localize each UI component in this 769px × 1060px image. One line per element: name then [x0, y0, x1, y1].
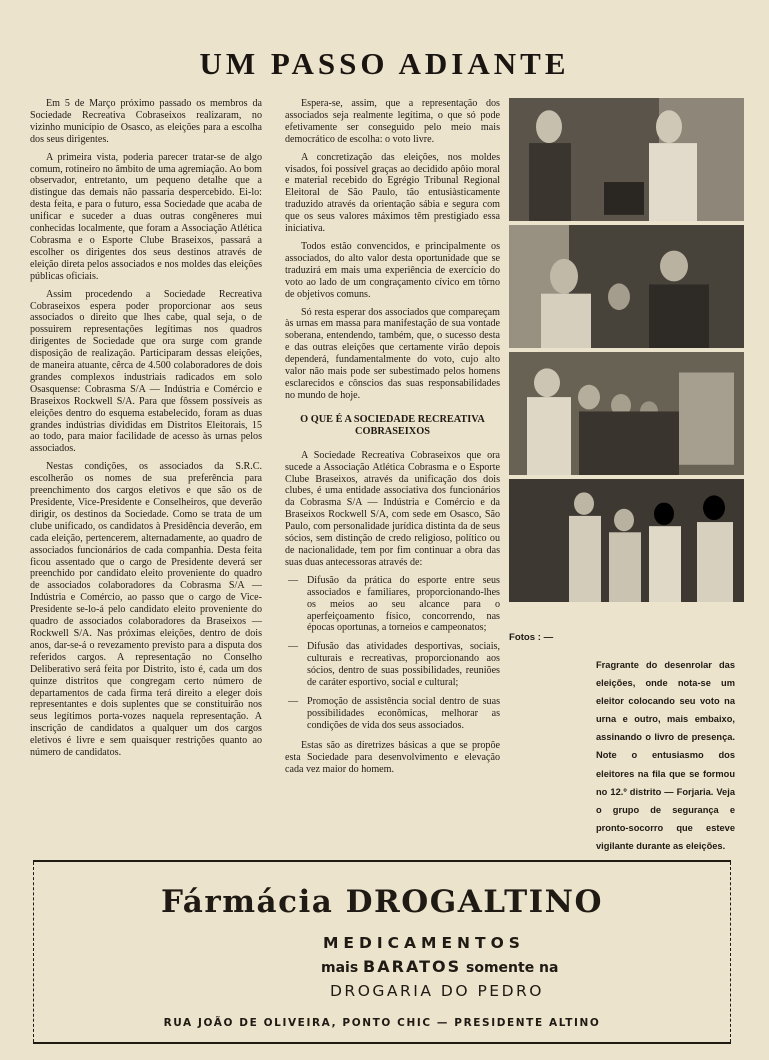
paragraph: Nestas condições, os associados da S.R.C. escolherão os nomes de sua preferência para preenchimento dos cargos eletivos e que são os de Presidente, Vice-Presidente e Conselheiros, que deverão dirigir, os destinos da Sociedade. Como se trata de um clube unificado, os candidatos à Presidência deverão, em cada eleição, pertencerem, alternadamente, ao quadro de associados funcionários de cada companhia. Desta feita ficou assentado que o cargo de Presidente deverá ser preenchido por candidato eleito proveniente do quadro de associados colaboradores da Cobrasma S/A — Indústria e Comércio, ao passo que o cargo de Vice-Presidente se-lo-á pelo candidato eleito proveniente do quadro de associados colaboradores da Braseixos — Rockwell S/A. Nas próximas eleições, dentro de dois anos, dar-se-á o revezamento previsto para a disputa dos referidos cargos. A representação no Conselho Deliberativo será feita por Distrito, isto é, cada um dos quinze distritos que congregam certo número de departamentos de cada firma terá direito a eleger dois representantes e dois suplentes que se constituirão nos seus legítimos porta-vozes naquela representação. A inscrição de candidatos a qualquer um dos cargos eletivos é livre e sem quaisquer restrições quanto ao número de candidatos. [30, 461, 262, 759]
ad-address: RUA JOÃO DE OLIVEIRA, PONTO CHIC — PRESIDENTE ALTINO [163, 1017, 601, 1029]
photo-image [509, 479, 744, 602]
article-column-2 [285, 98, 500, 781]
paragraph: Assim procedendo a Sociedade Recreativa Cobraseixos espera poder proporcionar aos seus associados o direito que lhes cabe, qual seja, o de possuirem representações legítimas nos quadros dirigentes de Sociedade que ora surge com grande disposição de realização. Participaram dessas eleições, de maneira atuante, cêrca de 4.500 colaboradores de dois grandes complexos industriais radicados em solo Osasquense: Cobrasma S/A — Indústria e Comércio e Braseixos Rockwell S/A. Para que fôssem possíveis as eleições dentro do esquema estabelecido, foram as duas grandes indústrias divididas em Distritos Eleitorais, 15 ao todo, para maior facilidade de acesso às urnas pelos associados. [30, 288, 262, 455]
photo-ballot-box [509, 98, 744, 221]
list-item: — Difusão das atividades desportivas, sociais, culturais e recreativas, proporcionando aos sócios, dentro de suas possibilidades, reuniões de caráter esportivo, social e cultural; [285, 641, 500, 689]
paragraph: A Sociedade Recreativa Cobraseixos que ora sucede a Associação Atlética Cobrasma e o Esporte Clube Braseixos, através da unificação dos dois clubes, é uma entidade associativa dos funcionários da Cobrasma S/A — Indústria e Comércio e da Braseixos Rockwell S/A, com sede em Osasco, São Paulo, com personalidade jurídica distinta da de seus sócios, sem distinção de credo religioso, político ou de nacionalidade, tem por fim continuar a obra das suas duas antecessoras através de: [285, 449, 500, 568]
pharmacy-advertisement [33, 860, 731, 1044]
photos-label: Fotos : — [509, 632, 554, 643]
ad-headline: MEDICAMENTOS [323, 934, 525, 952]
article-title: UM PASSO ADIANTE [199, 46, 570, 81]
ad-tagline [321, 957, 558, 976]
paragraph: Todos estão convencidos, e principalmente os associados, do alto valor desta oportunidade que se traduzirá em mais uma experiência de exercício do voto ao lado de um congraçamento cívico em tôrno de objetivos comuns. [285, 240, 500, 300]
section-subheading: O QUE É A SOCIEDADE RECREATIVA COBRASEIXOS [300, 413, 485, 437]
ad-store-name: DROGARIA DO PEDRO [330, 982, 544, 1000]
ad-brand-name: Fármácia DROGALTINO [160, 884, 603, 920]
photo-voters [509, 225, 744, 348]
photo-image [509, 352, 744, 475]
photo-image [509, 98, 744, 221]
list-item: — Promoção de assistência social dentro de suas possibilidades econômicas, melhorar as condições de vida dos seus associados. [285, 696, 500, 732]
list-item: — Difusão da prática do esporte entre seus associados e familiares, proporcionando-lhes os meios ao seu alcance para o aperfeiçoamento físico, concorrendo, nas épocas oportunas, a torneios e campeonatos; [285, 575, 500, 635]
photo-strip [509, 98, 744, 602]
paragraph: Estas são as diretrizes básicas a que se propõe esta Sociedade para desenvolvimento e elevação cada vez maior do homem. [285, 739, 500, 775]
paragraph: Espera-se, assim, que a representação dos associados seja realmente legítima, o que só pode efetivamente ser conseguido pelo meio mais democrático de escolha: o voto livre. [285, 98, 500, 145]
photo-security-group [509, 479, 744, 602]
ad-tagline-part: mais [321, 960, 364, 976]
paragraph: A primeira vista, poderia parecer tratar-se de algo comum, rotineiro no âmbito de uma agremiação. Ao bom observador, entretanto, um pequeno detalhe que a distingue das demais não passaria despercebido. Ei-lo: desta feita, e para o futuro, essa Sociedade que acaba de unificar e suceder a duas outras congêneres mui conhecidas localmente, que foram a Associação Atlética Cobrasma e o Esporte Clube Braseixos, passará a escolher os dirigentes dos seus destinos através de eleição direta pelos associados e nos moldes das eleições públicas oficiais. [30, 151, 262, 282]
paragraph: A concretização das eleições, nos moldes visados, foi possível graças ao decidido apôio moral e material recebido do Egrégio Tribunal Regional Eleitoral de São Paulo, tão entusiàsticamente traduzido através da orientação sábia e segura com que os seus valores máximos têm prestigiado essa iniciativa. [285, 151, 500, 235]
photo-image [509, 225, 744, 348]
ad-tagline-part: somente na [461, 960, 559, 976]
article-column-1 [30, 98, 262, 765]
paragraph: Em 5 de Março próximo passado os membros da Sociedade Recreativa Cobraseixos realizaram, no vizinho município de Osasco, as eleições para a escolha dos seus dirigentes. [30, 98, 262, 145]
paragraph: Só resta esperar dos associados que compareçam às urnas em massa para manifestação de sua vontade soberana, entendendo, também, que, o sucesso desta e das outras eleições que certamente virão depois dependerá, fundamentalmente do voto, cujo alto valor não mais pode ser subestimado pelos homens esclarecidos e cônscios das suas responsabilidades no mundo de hoje. [285, 306, 500, 401]
objectives-list [285, 575, 500, 732]
ad-tagline-emphasis: BARATOS [363, 957, 462, 976]
photo-queue [509, 352, 744, 475]
photo-caption: Fragrante do desenrolar das eleições, onde nota-se um eleitor colocando seu voto na urna e outro, mais embaixo, assinando o livro de presença. Note o entusiasmo dos eleitores na fila que se formou no 12.º distrito — Forjaria. Veja o grupo de segurança e pronto-socorro que esteve vigilante durante as eleições. [596, 660, 735, 851]
